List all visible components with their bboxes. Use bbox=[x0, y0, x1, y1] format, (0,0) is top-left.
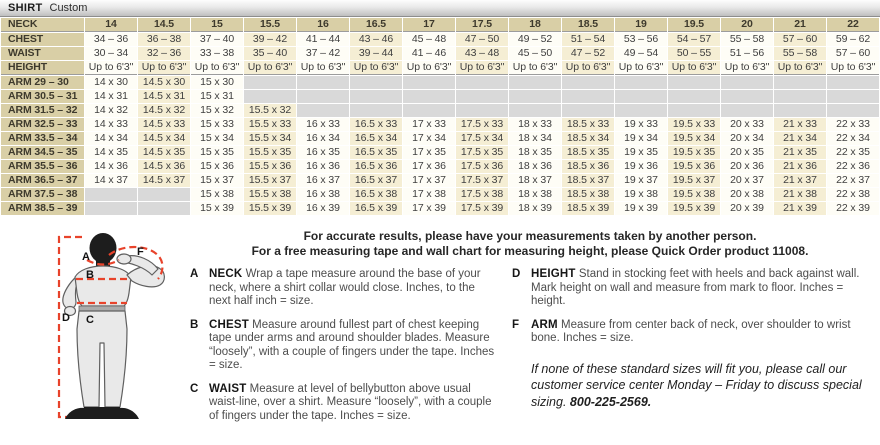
size-cell: 15 x 35 bbox=[191, 146, 243, 159]
size-cell: 14 x 35 bbox=[85, 146, 137, 159]
size-cell: 19 x 33 bbox=[615, 118, 667, 131]
size-cell: 17 x 38 bbox=[403, 188, 455, 201]
size-cell: 17 x 33 bbox=[403, 118, 455, 131]
size-cell: 55 – 58 bbox=[721, 33, 773, 46]
size-cell: 20 x 35 bbox=[721, 146, 773, 159]
size-cell: 21 x 34 bbox=[774, 132, 826, 145]
size-cell: 21 x 37 bbox=[774, 174, 826, 187]
size-cell: 22 x 34 bbox=[827, 132, 879, 145]
size-cell: 14.5 x 35 bbox=[138, 146, 190, 159]
neck-size-header: 14 bbox=[85, 18, 137, 32]
size-cell: Up to 6'3" bbox=[721, 61, 773, 75]
size-cell: 20 x 33 bbox=[721, 118, 773, 131]
size-cell: 37 – 40 bbox=[191, 33, 243, 46]
size-cell: 14.5 x 30 bbox=[138, 76, 190, 89]
item-key: A bbox=[190, 268, 199, 280]
size-cell: 22 x 38 bbox=[827, 188, 879, 201]
size-cell: 34 – 36 bbox=[85, 33, 137, 46]
size-cell: 15 x 33 bbox=[191, 118, 243, 131]
size-cell-empty bbox=[721, 90, 773, 103]
person-back-view-illustration bbox=[24, 231, 184, 431]
left-shoe bbox=[65, 407, 103, 419]
size-row bbox=[1, 118, 879, 131]
item-description: NECK Wrap a tape measure around the base of your neck, where a shirt collar would close. Inches, to the next half inch = size. bbox=[209, 268, 481, 307]
size-cell: 21 x 39 bbox=[774, 202, 826, 215]
size-cell-empty bbox=[456, 76, 508, 89]
size-cell: 17.5 x 38 bbox=[456, 188, 508, 201]
size-cell-empty bbox=[774, 90, 826, 103]
size-cell: 20 x 37 bbox=[721, 174, 773, 187]
size-cell-empty bbox=[509, 104, 561, 117]
size-cell: Up to 6'3" bbox=[668, 61, 720, 75]
size-cell: 36 – 38 bbox=[138, 33, 190, 46]
size-cell: 51 – 56 bbox=[721, 47, 773, 60]
size-cell: 15.5 x 39 bbox=[244, 202, 296, 215]
size-cell: 18 x 38 bbox=[509, 188, 561, 201]
size-cell-empty bbox=[827, 76, 879, 89]
size-cell: 15 x 32 bbox=[191, 104, 243, 117]
size-cell: 15 x 34 bbox=[191, 132, 243, 145]
size-cell-empty bbox=[668, 76, 720, 89]
size-cell: 15.5 x 37 bbox=[244, 174, 296, 187]
size-cell: 22 x 35 bbox=[827, 146, 879, 159]
size-cell: 16.5 x 34 bbox=[350, 132, 402, 145]
size-cell: 15 x 39 bbox=[191, 202, 243, 215]
size-cell: 19 x 34 bbox=[615, 132, 667, 145]
neck-size-header: 16 bbox=[297, 18, 349, 32]
size-cell: 17 x 34 bbox=[403, 132, 455, 145]
size-cell: 18 x 34 bbox=[509, 132, 561, 145]
size-cell: 18.5 x 37 bbox=[562, 174, 614, 187]
size-cell: 17 x 35 bbox=[403, 146, 455, 159]
intro-line-1: For accurate results, please have your measurements taken by another person. bbox=[303, 229, 757, 243]
size-cell: 22 x 33 bbox=[827, 118, 879, 131]
measure-item-neck bbox=[190, 268, 496, 309]
size-cell-empty bbox=[774, 76, 826, 89]
size-cell: 19 x 37 bbox=[615, 174, 667, 187]
size-cell-empty bbox=[85, 188, 137, 201]
size-cell: 59 – 62 bbox=[827, 33, 879, 46]
size-cell: 17 x 39 bbox=[403, 202, 455, 215]
size-row bbox=[1, 132, 879, 145]
size-row bbox=[1, 61, 879, 75]
size-cell-empty bbox=[615, 90, 667, 103]
size-cell: 47 – 52 bbox=[562, 47, 614, 60]
size-cell: 45 – 50 bbox=[509, 47, 561, 60]
figure-label-a: A bbox=[82, 251, 90, 263]
size-cell: 15.5 x 36 bbox=[244, 160, 296, 173]
item-description: WAIST Measure at level of bellybutton above usual waist-line, over a shirt. Measure “loosely”, with a couple of fingers under the tape. Inches = size. bbox=[209, 382, 492, 422]
size-cell: 14.5 x 37 bbox=[138, 174, 190, 187]
size-cell: Up to 6'3" bbox=[509, 61, 561, 75]
size-cell: 16.5 x 35 bbox=[350, 146, 402, 159]
size-cell: 22 x 39 bbox=[827, 202, 879, 215]
size-cell: 19 x 36 bbox=[615, 160, 667, 173]
size-cell: 39 – 44 bbox=[350, 47, 402, 60]
size-cell: 19 x 39 bbox=[615, 202, 667, 215]
size-cell: 15 x 30 bbox=[191, 76, 243, 89]
product-variant: Custom bbox=[49, 2, 88, 14]
size-cell-empty bbox=[403, 90, 455, 103]
size-row bbox=[1, 33, 879, 46]
size-cell: 16 x 37 bbox=[297, 174, 349, 187]
size-cell-empty bbox=[456, 104, 508, 117]
size-cell: Up to 6'3" bbox=[562, 61, 614, 75]
size-row bbox=[1, 174, 879, 187]
size-cell: 35 – 40 bbox=[244, 47, 296, 60]
size-cell: 17.5 x 36 bbox=[456, 160, 508, 173]
size-cell: 14.5 x 31 bbox=[138, 90, 190, 103]
size-cell-empty bbox=[509, 76, 561, 89]
row-label: ARM 33.5 – 34 bbox=[1, 132, 84, 145]
size-cell: 49 – 54 bbox=[615, 47, 667, 60]
right-items bbox=[512, 268, 870, 346]
neck-header-row bbox=[1, 18, 879, 32]
size-row bbox=[1, 160, 879, 173]
size-cell: Up to 6'3" bbox=[191, 61, 243, 75]
size-cell: 16.5 x 38 bbox=[350, 188, 402, 201]
size-cell-empty bbox=[774, 104, 826, 117]
size-cell: Up to 6'3" bbox=[456, 61, 508, 75]
size-cell: 33 – 38 bbox=[191, 47, 243, 60]
row-label: WAIST bbox=[1, 47, 84, 60]
guide-text-area bbox=[190, 229, 880, 433]
size-cell-empty bbox=[721, 76, 773, 89]
measure-item-chest bbox=[190, 319, 496, 373]
size-cell: 15.5 x 38 bbox=[244, 188, 296, 201]
measure-item-arm bbox=[512, 319, 870, 346]
size-cell: 18 x 39 bbox=[509, 202, 561, 215]
size-cell-empty bbox=[403, 104, 455, 117]
size-cell: 18.5 x 34 bbox=[562, 132, 614, 145]
size-cell-empty bbox=[668, 104, 720, 117]
size-cell: 14 x 33 bbox=[85, 118, 137, 131]
size-cell: 22 x 36 bbox=[827, 160, 879, 173]
instructions-right-column bbox=[512, 268, 870, 433]
size-cell: 18 x 33 bbox=[509, 118, 561, 131]
size-cell: 39 – 42 bbox=[244, 33, 296, 46]
size-cell-empty bbox=[562, 90, 614, 103]
size-cell: 15 x 38 bbox=[191, 188, 243, 201]
size-cell: 18.5 x 39 bbox=[562, 202, 614, 215]
size-cell: 19 x 38 bbox=[615, 188, 667, 201]
size-cell: 19.5 x 39 bbox=[668, 202, 720, 215]
size-row bbox=[1, 76, 879, 89]
size-cell: Up to 6'3" bbox=[85, 61, 137, 75]
size-cell-empty bbox=[138, 188, 190, 201]
size-cell: Up to 6'3" bbox=[403, 61, 455, 75]
figure-label-c: C bbox=[86, 314, 94, 326]
size-cell: 18 x 37 bbox=[509, 174, 561, 187]
size-row bbox=[1, 146, 879, 159]
size-cell: 18.5 x 38 bbox=[562, 188, 614, 201]
neck-size-header: 19.5 bbox=[668, 18, 720, 32]
size-cell: 16.5 x 33 bbox=[350, 118, 402, 131]
size-cell: 18 x 36 bbox=[509, 160, 561, 173]
size-cell: 43 – 48 bbox=[456, 47, 508, 60]
size-cell: 18.5 x 33 bbox=[562, 118, 614, 131]
torso bbox=[75, 266, 131, 306]
measure-item-height bbox=[512, 268, 870, 309]
row-label: ARM 37.5 – 38 bbox=[1, 188, 84, 201]
size-cell: 43 – 46 bbox=[350, 33, 402, 46]
size-cell: 14.5 x 32 bbox=[138, 104, 190, 117]
size-cell: 53 – 56 bbox=[615, 33, 667, 46]
size-cell: Up to 6'3" bbox=[350, 61, 402, 75]
size-cell: 18 x 35 bbox=[509, 146, 561, 159]
size-row bbox=[1, 47, 879, 60]
neck-size-header: 15 bbox=[191, 18, 243, 32]
size-row bbox=[1, 104, 879, 117]
size-cell-empty bbox=[615, 76, 667, 89]
size-row bbox=[1, 90, 879, 103]
size-cell: 15.5 x 33 bbox=[244, 118, 296, 131]
neck-size-header: 17 bbox=[403, 18, 455, 32]
size-cell: 20 x 34 bbox=[721, 132, 773, 145]
legs bbox=[77, 311, 127, 407]
size-cell: 19.5 x 36 bbox=[668, 160, 720, 173]
size-cell-empty bbox=[297, 76, 349, 89]
special-sizing-note bbox=[531, 361, 870, 411]
size-cell: 45 – 48 bbox=[403, 33, 455, 46]
size-cell: 16 x 38 bbox=[297, 188, 349, 201]
right-shoe bbox=[101, 407, 139, 419]
neck-size-header: 18 bbox=[509, 18, 561, 32]
size-cell: 41 – 46 bbox=[403, 47, 455, 60]
neck-size-header: 16.5 bbox=[350, 18, 402, 32]
item-term: CHEST bbox=[209, 318, 249, 331]
item-key: D bbox=[512, 268, 521, 280]
size-cell: 15 x 31 bbox=[191, 90, 243, 103]
size-cell: 55 – 58 bbox=[774, 47, 826, 60]
size-cell: Up to 6'3" bbox=[297, 61, 349, 75]
size-cell: 15.5 x 34 bbox=[244, 132, 296, 145]
item-key: C bbox=[190, 382, 199, 395]
size-cell: 15.5 x 32 bbox=[244, 104, 296, 117]
size-cell: 54 – 57 bbox=[668, 33, 720, 46]
size-cell-empty bbox=[244, 90, 296, 103]
size-cell: 16 x 33 bbox=[297, 118, 349, 131]
size-cell: 17 x 36 bbox=[403, 160, 455, 173]
size-cell: 57 – 60 bbox=[774, 33, 826, 46]
size-cell: Up to 6'3" bbox=[615, 61, 667, 75]
size-cell: 17.5 x 39 bbox=[456, 202, 508, 215]
size-cell: 19.5 x 37 bbox=[668, 174, 720, 187]
size-cell: Up to 6'3" bbox=[827, 61, 879, 75]
size-cell: 47 – 50 bbox=[456, 33, 508, 46]
neck-size-header: 21 bbox=[774, 18, 826, 32]
size-cell: 20 x 38 bbox=[721, 188, 773, 201]
size-cell: 37 – 42 bbox=[297, 47, 349, 60]
note-text: If none of these standard sizes will fit you, please call our customer service center Monday – Friday to discuss special sizing. bbox=[531, 361, 862, 409]
item-term: HEIGHT bbox=[531, 268, 576, 280]
measurement-figure bbox=[0, 229, 190, 429]
size-cell: 19.5 x 33 bbox=[668, 118, 720, 131]
figure-label-d: D bbox=[62, 312, 70, 324]
neck-size-header: 17.5 bbox=[456, 18, 508, 32]
neck-size-header: 22 bbox=[827, 18, 879, 32]
row-label: ARM 29 – 30 bbox=[1, 76, 84, 89]
size-cell: 17.5 x 34 bbox=[456, 132, 508, 145]
size-cell-empty bbox=[562, 104, 614, 117]
size-cell: 14 x 34 bbox=[85, 132, 137, 145]
size-cell: 21 x 33 bbox=[774, 118, 826, 131]
size-cell: 14 x 36 bbox=[85, 160, 137, 173]
size-cell: 16.5 x 39 bbox=[350, 202, 402, 215]
size-cell: 17.5 x 37 bbox=[456, 174, 508, 187]
size-cell: 14.5 x 36 bbox=[138, 160, 190, 173]
measurement-guide-section bbox=[0, 216, 880, 433]
raised-hand bbox=[117, 254, 131, 264]
item-key: F bbox=[512, 318, 520, 331]
size-cell: 16 x 34 bbox=[297, 132, 349, 145]
item-key: B bbox=[190, 318, 199, 331]
size-cell-empty bbox=[350, 76, 402, 89]
customer-service-phone: 800-225-2569. bbox=[569, 394, 652, 409]
size-cell-empty bbox=[297, 104, 349, 117]
size-cell: 32 – 36 bbox=[138, 47, 190, 60]
size-row bbox=[1, 188, 879, 201]
size-cell-empty bbox=[403, 76, 455, 89]
neck-size-header: 18.5 bbox=[562, 18, 614, 32]
neck-size-header: 19 bbox=[615, 18, 667, 32]
item-term: WAIST bbox=[209, 382, 247, 395]
size-cell: 21 x 36 bbox=[774, 160, 826, 173]
size-table bbox=[0, 17, 880, 216]
size-cell: 17.5 x 35 bbox=[456, 146, 508, 159]
size-cell-empty bbox=[562, 76, 614, 89]
size-cell: 15 x 37 bbox=[191, 174, 243, 187]
size-cell: 18.5 x 36 bbox=[562, 160, 614, 173]
size-cell: 16 x 35 bbox=[297, 146, 349, 159]
size-cell: 50 – 55 bbox=[668, 47, 720, 60]
size-cell: 18.5 x 35 bbox=[562, 146, 614, 159]
size-cell-empty bbox=[350, 90, 402, 103]
size-cell: 16 x 36 bbox=[297, 160, 349, 173]
size-cell: 14.5 x 34 bbox=[138, 132, 190, 145]
figure-label-f: F bbox=[137, 246, 144, 258]
size-cell: 21 x 35 bbox=[774, 146, 826, 159]
item-description: ARM Measure from center back of neck, over shoulder to wrist bone. Inches = size. bbox=[531, 318, 851, 344]
size-cell: 14 x 30 bbox=[85, 76, 137, 89]
size-cell: 57 – 60 bbox=[827, 47, 879, 60]
size-cell: 14 x 31 bbox=[85, 90, 137, 103]
size-cell: Up to 6'3" bbox=[138, 61, 190, 75]
neck-size-header: 20 bbox=[721, 18, 773, 32]
item-term: NECK bbox=[209, 268, 243, 280]
size-cell-empty bbox=[615, 104, 667, 117]
size-cell: 14 x 37 bbox=[85, 174, 137, 187]
size-cell-empty bbox=[721, 104, 773, 117]
size-cell: 20 x 39 bbox=[721, 202, 773, 215]
size-cell: 21 x 38 bbox=[774, 188, 826, 201]
size-cell: Up to 6'3" bbox=[244, 61, 296, 75]
size-cell: 14 x 32 bbox=[85, 104, 137, 117]
size-cell-empty bbox=[297, 90, 349, 103]
neck-size-header: 14.5 bbox=[138, 18, 190, 32]
size-cell: 49 – 52 bbox=[509, 33, 561, 46]
size-cell: 30 – 34 bbox=[85, 47, 137, 60]
size-cell-empty bbox=[456, 90, 508, 103]
size-cell: 14.5 x 33 bbox=[138, 118, 190, 131]
instruction-columns bbox=[190, 268, 870, 433]
row-label: ARM 35.5 – 36 bbox=[1, 160, 84, 173]
size-cell-empty bbox=[827, 90, 879, 103]
size-cell-empty bbox=[350, 104, 402, 117]
size-cell-empty bbox=[668, 90, 720, 103]
size-cell: 15.5 x 35 bbox=[244, 146, 296, 159]
measure-item-waist bbox=[190, 383, 496, 424]
instructions-left-column bbox=[190, 268, 496, 433]
size-cell-empty bbox=[244, 76, 296, 89]
size-cell: 22 x 37 bbox=[827, 174, 879, 187]
row-label: ARM 36.5 – 37 bbox=[1, 174, 84, 187]
item-term: ARM bbox=[531, 318, 558, 331]
size-cell: 17 x 37 bbox=[403, 174, 455, 187]
size-cell-empty bbox=[827, 104, 879, 117]
size-cell: 19 x 35 bbox=[615, 146, 667, 159]
row-label: ARM 30.5 – 31 bbox=[1, 90, 84, 103]
size-cell-empty bbox=[138, 202, 190, 215]
size-cell-empty bbox=[509, 90, 561, 103]
size-cell: 15 x 36 bbox=[191, 160, 243, 173]
item-description: HEIGHT Stand in stocking feet with heels and back against wall. Mark height on wall and measure from mark to floor. Inches = height. bbox=[531, 268, 860, 307]
row-label: CHEST bbox=[1, 33, 84, 46]
row-label: ARM 38.5 – 39 bbox=[1, 202, 84, 215]
intro-line-2: For a free measuring tape and wall chart for measuring height, please Quick Order product 11008. bbox=[251, 243, 809, 258]
row-label: ARM 34.5 – 35 bbox=[1, 146, 84, 159]
size-cell: 16.5 x 37 bbox=[350, 174, 402, 187]
neck-size-header: 15.5 bbox=[244, 18, 296, 32]
size-cell: 41 – 44 bbox=[297, 33, 349, 46]
size-cell: 16.5 x 36 bbox=[350, 160, 402, 173]
size-row bbox=[1, 202, 879, 215]
size-cell: 19.5 x 35 bbox=[668, 146, 720, 159]
waistband bbox=[79, 306, 125, 311]
row-label-neck: NECK bbox=[1, 18, 84, 32]
size-cell: 19.5 x 34 bbox=[668, 132, 720, 145]
table-title-bar bbox=[0, 0, 880, 17]
size-cell: 19.5 x 38 bbox=[668, 188, 720, 201]
row-label: ARM 31.5 – 32 bbox=[1, 104, 84, 117]
size-cell: 16 x 39 bbox=[297, 202, 349, 215]
size-cell: 17.5 x 33 bbox=[456, 118, 508, 131]
size-cell: Up to 6'3" bbox=[774, 61, 826, 75]
size-cell: 20 x 36 bbox=[721, 160, 773, 173]
size-cell: 51 – 54 bbox=[562, 33, 614, 46]
figure-label-b: B bbox=[86, 269, 94, 281]
row-label: ARM 32.5 – 33 bbox=[1, 118, 84, 131]
size-cell-empty bbox=[85, 202, 137, 215]
row-label: HEIGHT bbox=[1, 61, 84, 75]
item-description: CHEST Measure around fullest part of chest keeping tape under arms and around shoulder blades. Measure “loosely”, with a couple of fingers under the tape. Inches = size. bbox=[209, 318, 495, 371]
product-title: SHIRT bbox=[8, 2, 43, 14]
